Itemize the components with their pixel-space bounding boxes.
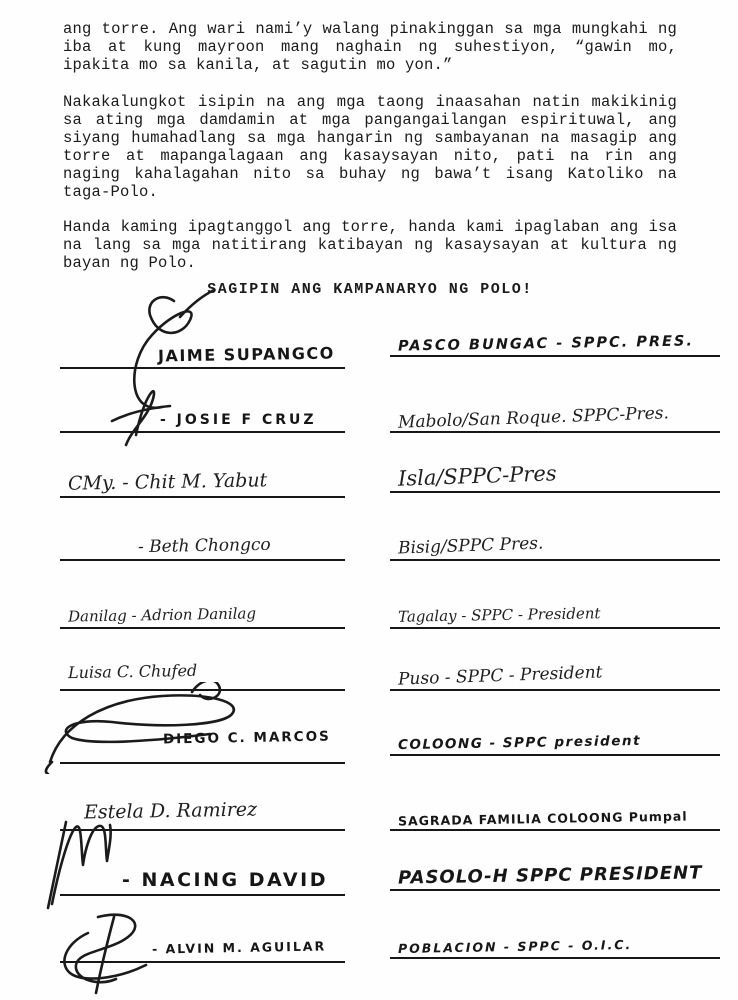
signature-text: - ALVIN M. AGUILAR xyxy=(151,938,327,957)
signature-row xyxy=(60,831,720,896)
signature-text: Mabolo/San Roque. SPPC-Pres. xyxy=(397,403,670,433)
signature-line xyxy=(390,764,720,831)
signature-line xyxy=(390,561,720,629)
signature-text: - Beth Chongco xyxy=(137,534,271,558)
signature-text: Isla/SPPC-Pres xyxy=(397,461,557,491)
signature-text: JAIME SUPANGCO xyxy=(158,343,336,366)
signature-line xyxy=(60,831,345,896)
signature-text: CMy. - Chit M. Yabut xyxy=(67,469,268,495)
signature-text: Estela D. Ramirez xyxy=(83,798,258,824)
paragraph: Nakakalungkot isipin na ang mga taong inaasahan natin makikinig sa ating mga damdamin at mga pangangailangan espirituwal, ang siyang humahadlang sa mga hangarin ng sambayanan na masagip ang torre at mapangalagaan ang kasaysayan nito, pati na rin ang naging kahalagahan nito sa buhay ng bawa’t isang Katoliko na taga-Polo. xyxy=(63,93,677,201)
signature-text: SAGRADA FAMILIA COLOONG Pumpal xyxy=(397,808,688,829)
signature-text: POBLACION - SPPC - O.I.C. xyxy=(397,936,633,957)
signature-line xyxy=(60,896,345,963)
signature-row xyxy=(60,498,720,561)
signature-text: PASCO BUNGAC - SPPC. PRES. xyxy=(397,333,695,355)
signature-text: DIEGO C. MARCOS xyxy=(163,728,332,748)
signature-row xyxy=(60,433,720,498)
signature-line xyxy=(390,369,720,433)
signature-text: - JOSIE F CRUZ xyxy=(160,412,317,428)
signature-text: Danilag - Adrion Danilag xyxy=(67,604,257,626)
signature-row xyxy=(60,629,720,691)
signature-row xyxy=(60,369,720,433)
letter-body xyxy=(63,20,677,299)
signature-row xyxy=(60,691,720,764)
signature-scribble xyxy=(42,682,262,774)
signature-text: Luisa C. Chufed xyxy=(67,660,198,683)
signature-text: Bisig/SPPC Pres. xyxy=(397,533,544,559)
signature-line xyxy=(60,629,345,691)
signature-line xyxy=(60,561,345,629)
signature-line xyxy=(390,826,720,891)
signature-line xyxy=(60,691,345,764)
signature-text: Puso - SPPC - President xyxy=(397,662,603,690)
signature-text: PASOLO-H SPPC PRESIDENT xyxy=(397,862,703,889)
signature-text: Tagalay - SPPC - President xyxy=(397,604,601,626)
signature-line xyxy=(60,433,345,498)
petition-heading: SAGIPIN ANG KAMPANARYO NG POLO! xyxy=(207,281,533,298)
paragraph: ang torre. Ang wari nami’y walang pinakinggan sa mga mungkahi ng iba at kung mayroon mang naghain ng suhestiyon, “gawin mo, ipakita mo sa kanila, at sagutin mo yon.” xyxy=(63,20,677,74)
signature-line xyxy=(390,683,720,756)
signature-line xyxy=(60,498,345,561)
signature-row xyxy=(60,561,720,629)
signature-text: - NACING DAVID xyxy=(122,869,328,891)
signature-line xyxy=(60,369,345,433)
signature-line xyxy=(390,498,720,561)
signature-line xyxy=(390,892,720,959)
signature-row xyxy=(60,299,720,369)
signature-line xyxy=(60,764,345,831)
signature-line xyxy=(390,428,720,493)
signature-text: COLOONG - SPPC president xyxy=(397,732,642,754)
signature-line xyxy=(60,299,345,369)
signature-row xyxy=(60,896,720,963)
signature-line xyxy=(390,287,720,357)
signature-line xyxy=(390,629,720,691)
paragraph: Handa kaming ipagtanggol ang torre, handa kami ipaglaban ang isa na lang sa mga natitirang katibayan ng kasaysayan at kultura ng bayan ng Polo. xyxy=(63,218,677,272)
signature-section xyxy=(60,299,720,963)
signature-row xyxy=(60,764,720,831)
